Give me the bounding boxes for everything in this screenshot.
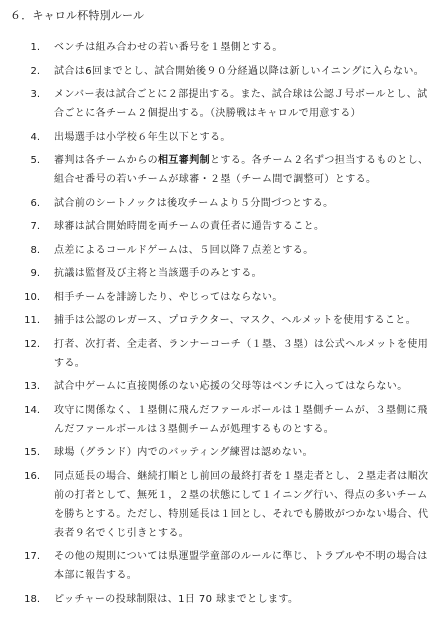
rule-text: ピッチャーの投球制限は、1日 70 球までとします。 xyxy=(54,593,299,605)
rule-text: 試合は6回までとし、試合開始後９０分経過以降は新しいイニングに入らない。 xyxy=(54,65,425,77)
rule-number: 3. xyxy=(30,89,40,100)
rule-number: 10. xyxy=(24,291,40,303)
rule-text-after: とする。各チーム２名ずつ担当するものとし、組合せ番号の若いチームが球審・２塁（チーム間で調整可）とする。 xyxy=(54,155,429,185)
rule-number: 8. xyxy=(30,244,40,256)
rule-text: 点差によるコールドゲームは、５回以降７点差とする。 xyxy=(54,244,314,256)
rule-item xyxy=(6,151,436,189)
rule-text-emphasis: 相互審判制 xyxy=(158,155,210,166)
rule-number: 15. xyxy=(24,447,40,458)
rule-text: 試合中ゲームに直接関係のない応援の父母等はベンチに入ってはならない。 xyxy=(54,381,408,392)
rule-item xyxy=(6,377,436,396)
rule-text: メンバー表は試合ごとに２部提出する。また、試合球は公認Ｊ号ボールとし、試合ごとに各チーム２個提出する。（決勝戦はキャロルで用意する） xyxy=(54,89,428,119)
rule-text: ベンチは組み合わせの若い番号を１塁側とする。 xyxy=(54,42,283,53)
rule-number: 17. xyxy=(24,551,40,562)
rule-item xyxy=(6,288,436,307)
rule-item xyxy=(6,128,436,147)
rule-number: 13. xyxy=(24,381,40,392)
rule-text: 試合前のシートノックは後攻チームより５分間づつとする。 xyxy=(54,197,334,209)
rule-text: 打者、次打者、全走者、ランナーコーチ（１塁、３塁）は公式ヘルメットを使用する。 xyxy=(54,338,429,369)
rule-text xyxy=(54,151,430,189)
rule-item xyxy=(6,241,436,260)
rule-item xyxy=(6,311,436,330)
rule-number: 6. xyxy=(30,197,40,209)
rule-text: 出場選手は小学校６年生以下とする。 xyxy=(54,131,231,143)
rule-number: 2. xyxy=(30,65,40,77)
rule-item xyxy=(6,443,436,462)
rule-number: 12. xyxy=(24,338,40,350)
rule-item xyxy=(6,401,436,439)
rule-item xyxy=(6,62,436,81)
rules-list xyxy=(6,38,436,609)
rule-item xyxy=(6,467,436,543)
rule-text: 相手チームを誹謗したり、やじってはならない。 xyxy=(54,291,283,303)
rule-number: 14. xyxy=(24,404,40,416)
rule-item xyxy=(6,264,436,283)
rule-item xyxy=(6,217,436,236)
rule-text: 球場（グランド）内でのバッティング練習は認めない。 xyxy=(54,447,313,458)
rule-number: 4. xyxy=(30,131,40,143)
rule-text: 捕手は公認のレガース、プロテクター、マスク、ヘルメットを使用すること。 xyxy=(54,315,417,326)
rule-number: 18. xyxy=(24,593,40,605)
rule-text: 球審は試合開始時間を両チームの責任者に通告すること。 xyxy=(54,221,325,232)
rule-item xyxy=(6,335,436,373)
section-heading: ６．キャロル杯特別ルール xyxy=(10,9,145,22)
rule-text: 攻守に関係なく、１塁側に飛んだファールボールは１塁側チームが、３塁側に飛んだファールボールは３塁側チームが処理するものとする。 xyxy=(54,404,428,435)
rule-text: 同点延長の場合、継続打順とし前回の最終打者を１塁走者とし、２塁走者は順次前の打者として、無死１，２塁の状態にして１イニング行い、得点の多いチームを勝ちとする。ただし、特別延長は１回とし、それでも勝敗がつかない場合、代表者９名でくじ引きとする。 xyxy=(54,470,429,539)
rule-item xyxy=(6,38,436,57)
rule-text: 抗議は監督及び主将と当該選手のみとする。 xyxy=(54,268,262,279)
rule-text-before: 審判は各チームからの xyxy=(54,155,158,166)
rule-item xyxy=(6,85,436,123)
rule-number: 11. xyxy=(24,315,40,326)
rule-number: 9. xyxy=(30,268,40,279)
rule-text: その他の規則については県運盟学童部のルールに準じ、トラブルや不明の場合は本部に報告する。 xyxy=(54,551,428,581)
rule-number: 5. xyxy=(30,155,40,166)
rule-number: 7. xyxy=(30,221,40,232)
rule-item xyxy=(6,547,436,585)
rule-number: 1. xyxy=(30,42,40,53)
rule-item xyxy=(6,590,436,609)
rule-item xyxy=(6,194,436,213)
rule-number: 16. xyxy=(24,470,40,482)
